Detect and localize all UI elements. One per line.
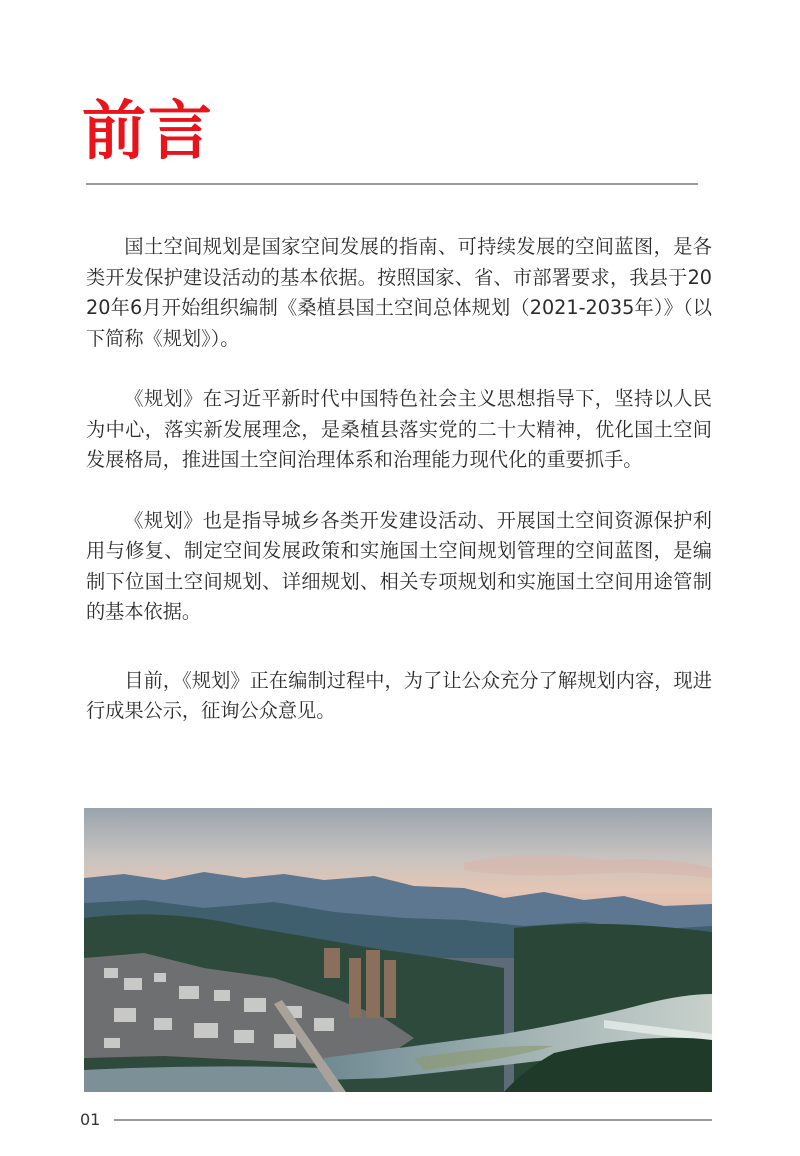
- paragraph-2: 《规划》在习近平新时代中国特色社会主义思想指导下，坚持以人民为中心，落实新发展理念，是桑植县落实党的二十大精神，优化国土空间发展格局，推进国土空间治理体系和治理能力现代化的重要抓手。: [86, 387, 712, 471]
- preface-body: [86, 232, 712, 727]
- paragraph-1: 国土空间规划是国家空间发展的指南、可持续发展的空间蓝图，是各类开发保护建设活动的基本依据。按照国家、省、市部署要求，我县于2020年6月开始组织编制《桑植县国土空间总体规划（2021-2035年）》（以下简称《规划》）。: [86, 235, 712, 350]
- paragraph-4: 目前，《规划》正在编制过程中，为了让公众充分了解规划内容，现进行成果公示，征询公众意见。: [86, 668, 712, 722]
- title-divider: [86, 183, 698, 185]
- page-title: 前言: [82, 94, 214, 169]
- page-number: 01: [80, 1110, 101, 1129]
- paragraph-3: 《规划》也是指导城乡各类开发建设活动、开展国土空间资源保护利用与修复、制定空间发展政策和实施国土空间规划管理的空间蓝图，是编制下位国土空间规划、详细规划、相关专项规划和实施国土空间用途管制的基本依据。: [86, 508, 712, 623]
- footer-divider: [114, 1119, 712, 1121]
- county-landscape-photo: [84, 808, 712, 1092]
